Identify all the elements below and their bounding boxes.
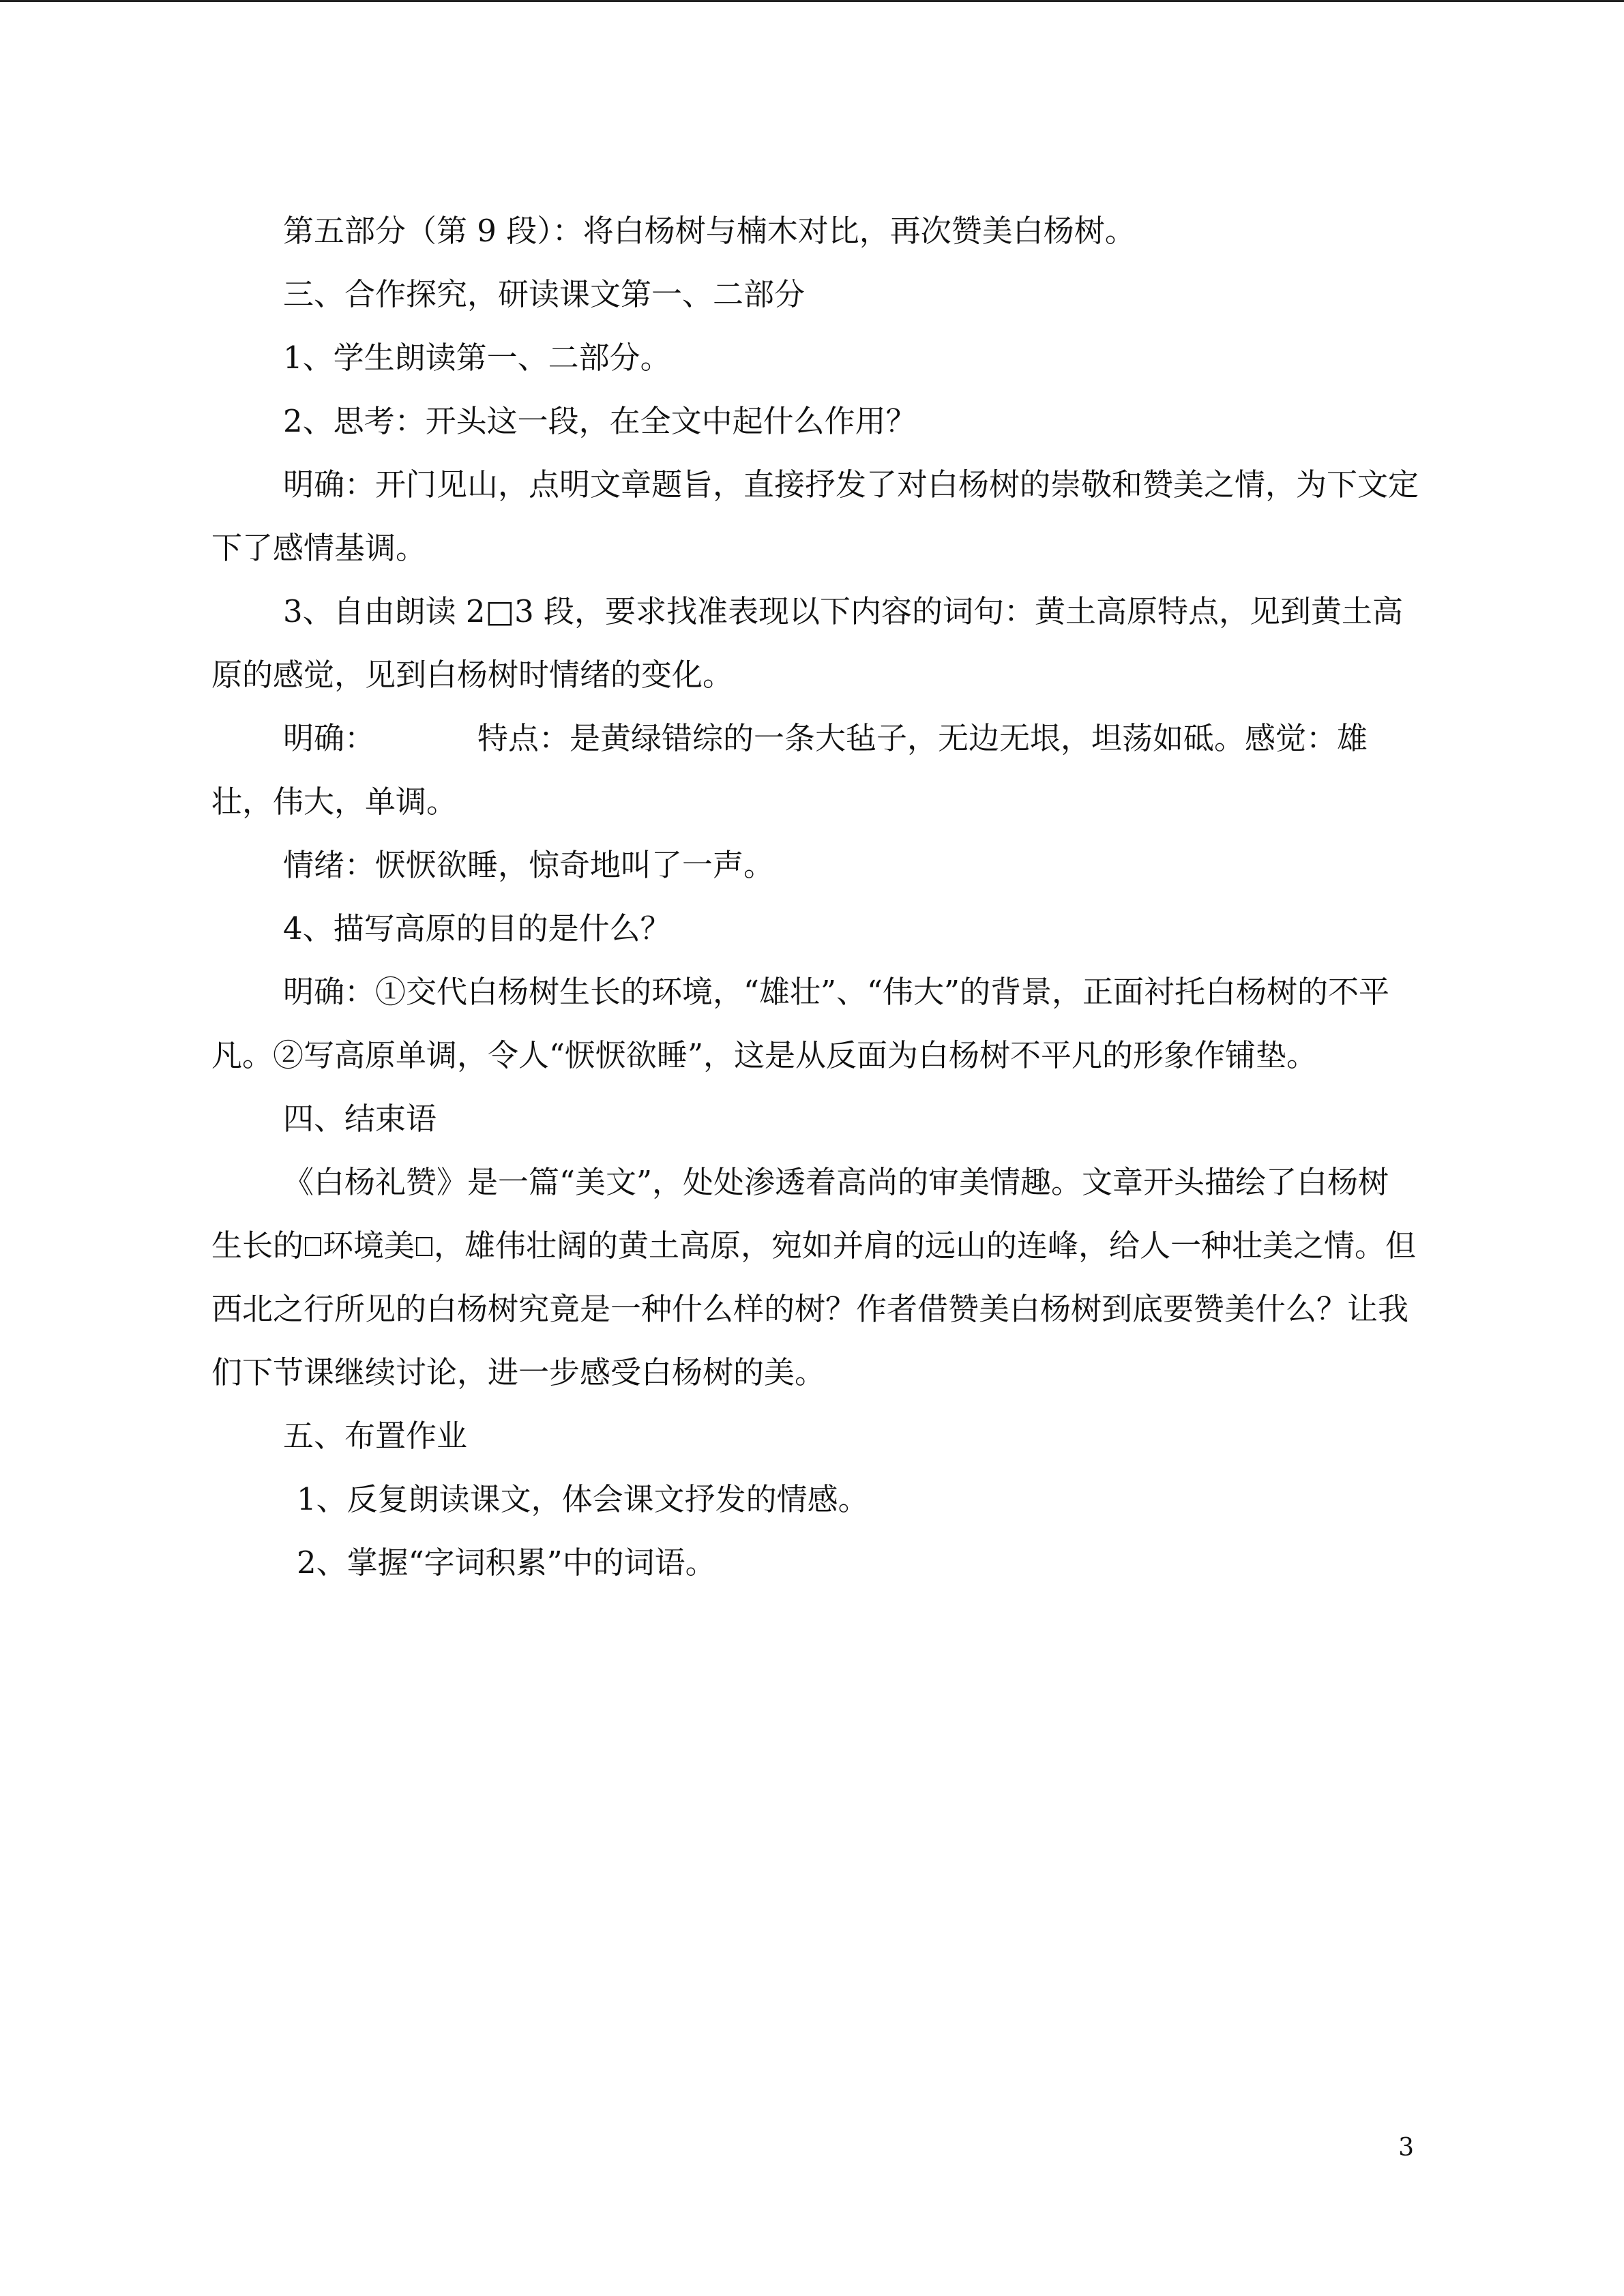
missing-glyph-box: [305, 1237, 321, 1256]
missing-glyph-box: [416, 1237, 432, 1256]
conclusion-text-part-2: ，雄伟壮阔的黄土高原，宛如并肩的远山的连峰，给人一种壮美之情。但西北之行所见的白杨树究竟是一种什么样的树？作者借赞美白杨树到底要赞美什么？让我们下节课继续讨论，进一步感受白杨树的美。: [211, 1227, 1417, 1390]
step-free-reading: 3、自由朗读 2□3 段，要求找准表现以下内容的词句：黄土高原特点，见到黄土高原的感觉，见到白杨树时情绪的变化。: [211, 593, 1404, 693]
answer-plateau-features: [211, 706, 1419, 833]
heading-conclusion: 四、结束语: [283, 1101, 437, 1137]
homework-item-2: 2、掌握“字词积累”中的词语。: [297, 1545, 716, 1581]
heading-homework: 五、布置作业: [283, 1418, 468, 1454]
conclusion-paragraph: [211, 1150, 1419, 1404]
step-plateau-purpose: 4、描写高原的目的是什么？: [283, 910, 671, 946]
step-think-opening: 2、思考：开头这一段，在全文中起什么作用？: [283, 403, 917, 439]
conclusion-text-emphasis: 环境美: [323, 1227, 415, 1264]
heading-cooperative-inquiry: 三、合作探究，研读课文第一、二部分: [283, 276, 806, 312]
page-number: 3: [1398, 2134, 1414, 2162]
answer-features-text: 特点：是黄绿错综的一条大毡子，无边无垠，坦荡如砥。感觉：雄壮，伟大，单调。: [211, 720, 1368, 820]
homework-item-1: 1、反复朗读课文，体会课文抒发的情感。: [297, 1481, 869, 1517]
answer-label: 明确：: [283, 720, 376, 756]
answer-plateau-purpose: 明确：①交代白杨树生长的环境，“雄壮”、“伟大”的背景，正面衬托白杨树的不平凡。②写高原单调，令人“恹恹欲睡”，这是从反面为白杨树不平凡的形象作铺垫。: [211, 974, 1390, 1073]
answer-opening-role: 明确：开门见山，点明文章题旨，直接抒发了对白杨树的崇敬和赞美之情，为下文定下了感情基调。: [211, 466, 1419, 566]
page-top-border: [0, 0, 1624, 2]
document-body: [211, 199, 1419, 1594]
answer-emotion: 情绪：恹恹欲睡，惊奇地叫了一声。: [283, 847, 775, 883]
paragraph-part-five: 第五部分（第 9 段）：将白杨树与楠木对比，再次赞美白杨树。: [283, 213, 1136, 249]
step-read-aloud: 1、学生朗读第一、二部分。: [283, 340, 671, 376]
conclusion-text-part-1: 《白杨礼赞》是一篇“美文”，处处渗透着高尚的审美情趣。文章开头描绘了白杨树生长的: [211, 1164, 1389, 1264]
